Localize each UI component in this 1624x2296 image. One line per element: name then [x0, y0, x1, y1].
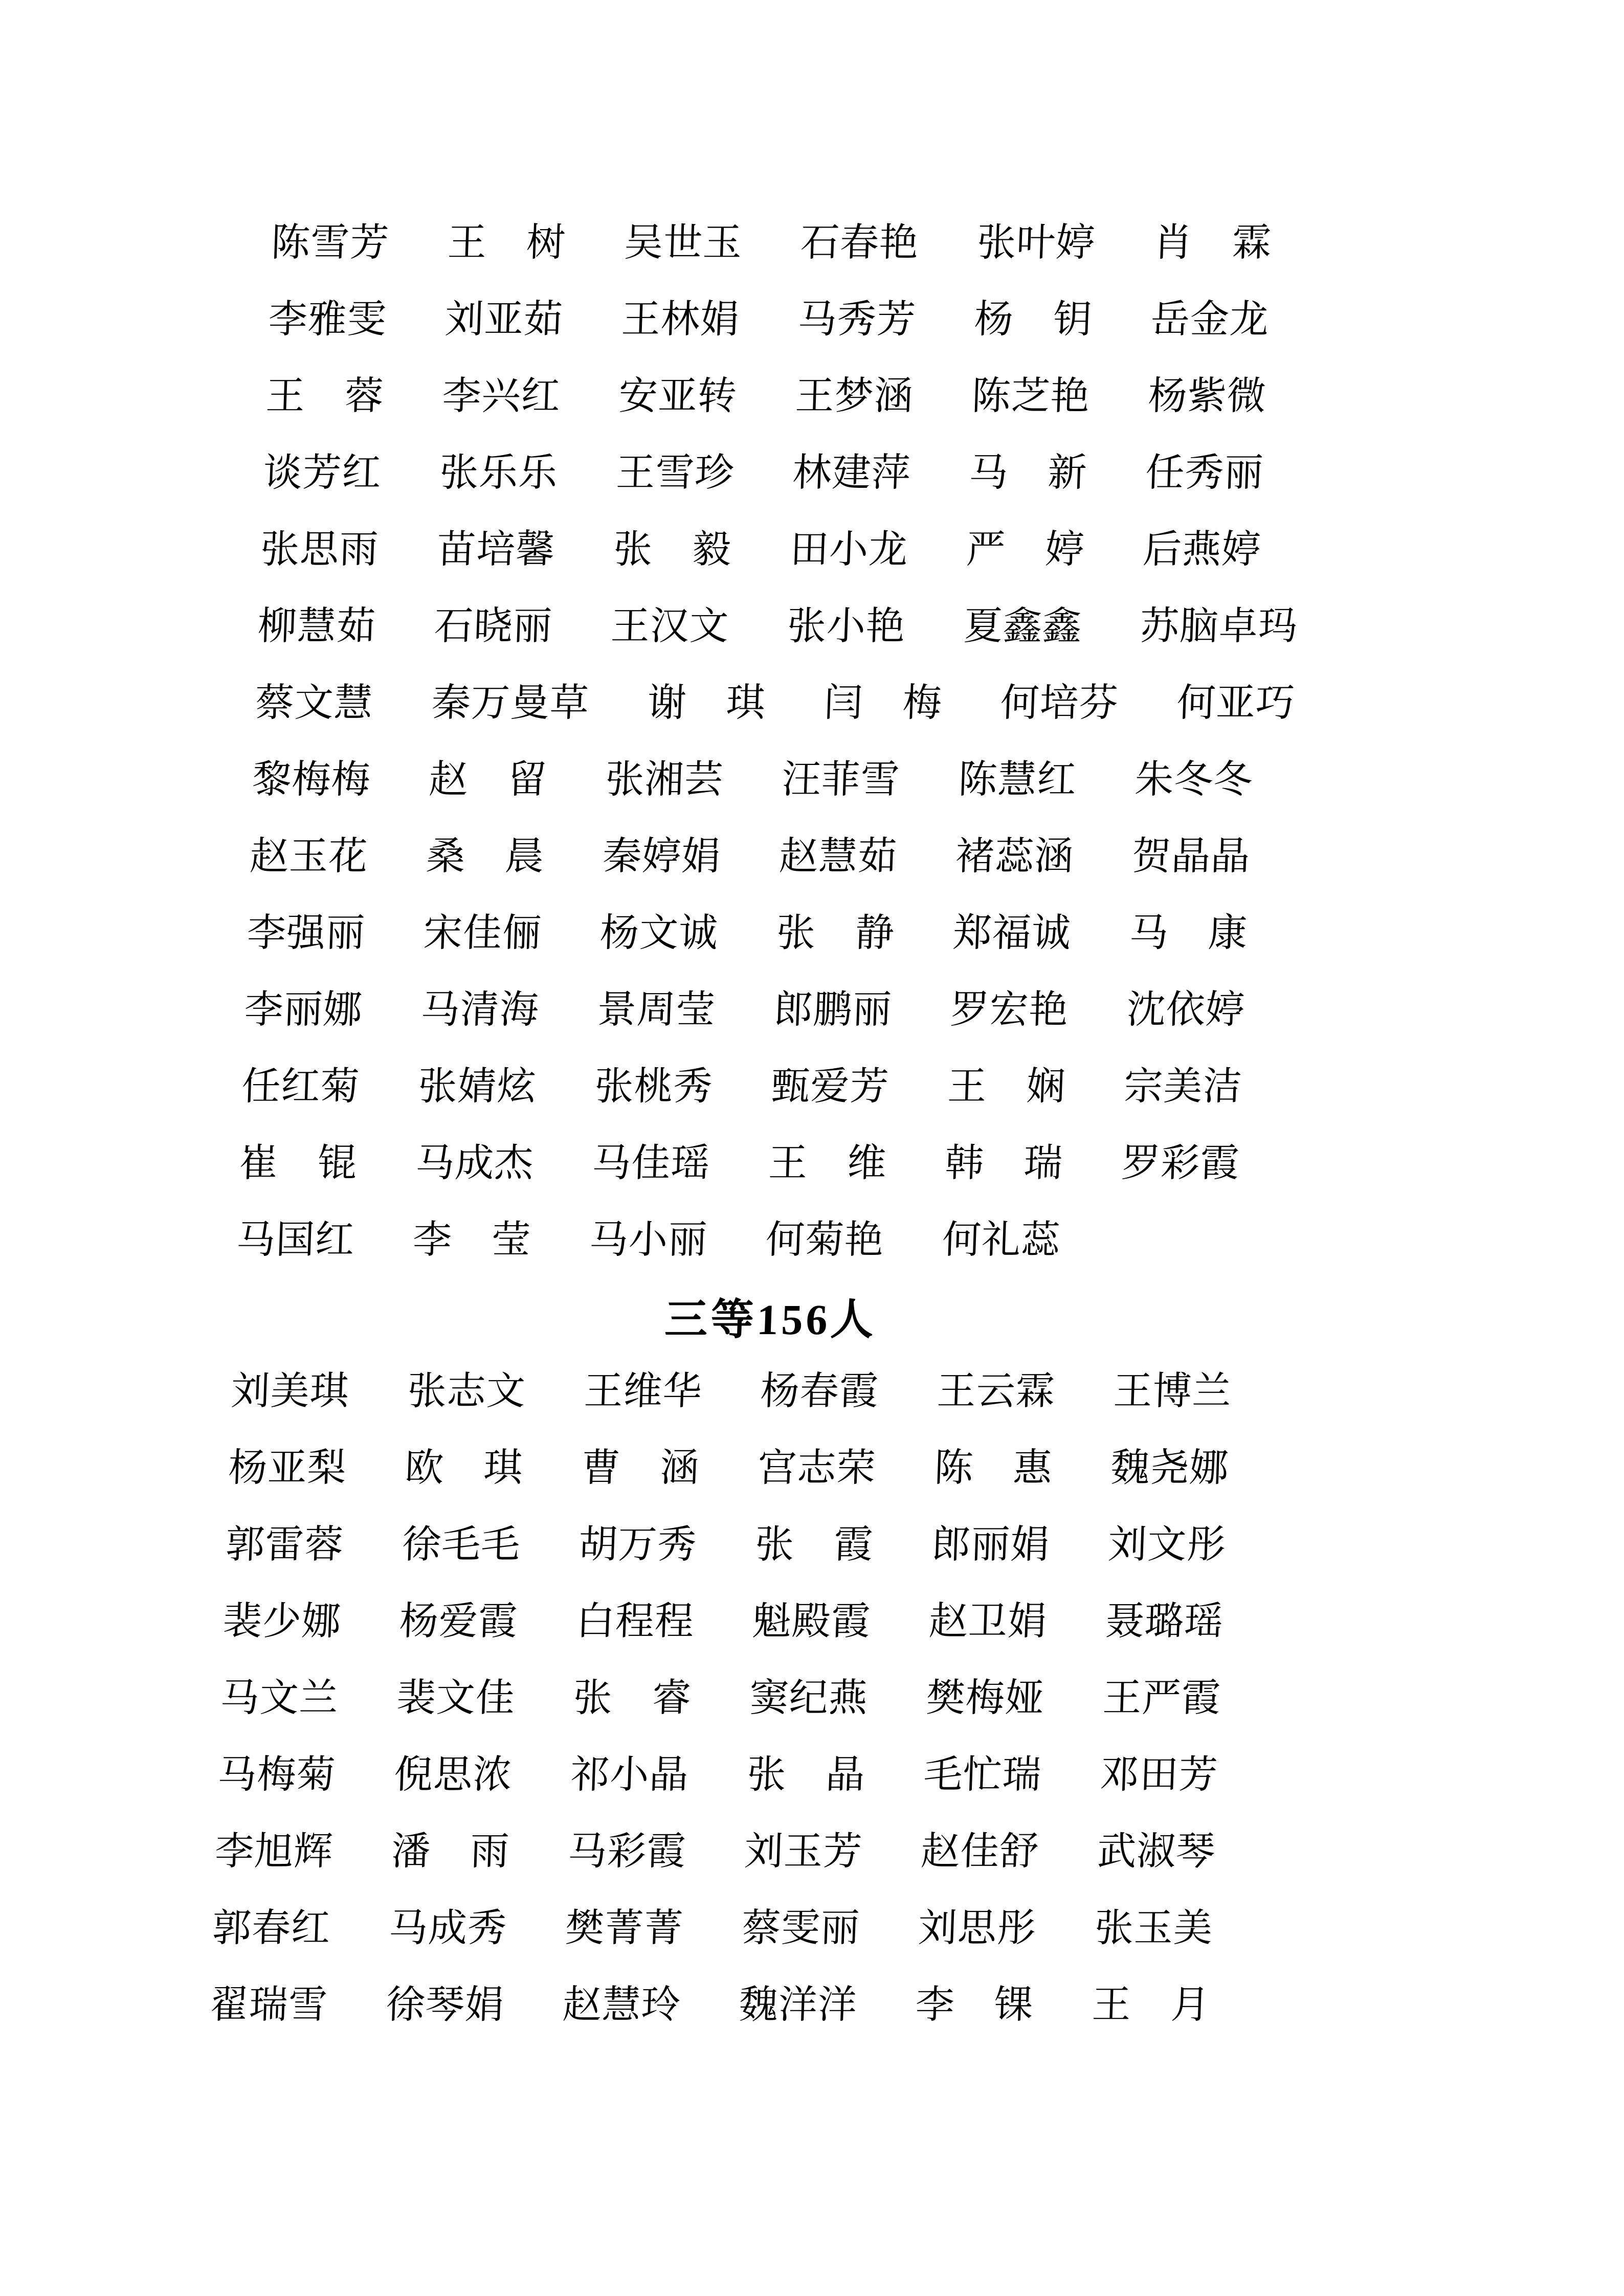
- person-name: 赵慧玲: [562, 1984, 682, 2027]
- person-name: 桑 晨: [425, 835, 545, 878]
- person-name: 王 娴: [947, 1065, 1067, 1108]
- person-name: 刘文彤: [1107, 1523, 1227, 1566]
- person-name: 闫 梅: [823, 682, 943, 725]
- person-name: 王 树: [447, 221, 567, 264]
- name-row: [221, 1583, 1477, 1660]
- person-name: 严 婷: [965, 528, 1085, 571]
- person-name: 李兴红: [441, 375, 562, 418]
- person-name: 任红菊: [241, 1065, 361, 1108]
- name-row: [230, 1353, 1485, 1430]
- name-row: [254, 665, 1509, 741]
- person-name: 张志文: [407, 1370, 527, 1413]
- person-name: 谢 琪: [647, 682, 767, 725]
- name-row: [267, 281, 1523, 358]
- person-name: 汪菲雪: [781, 758, 901, 801]
- person-name: 翟瑞雪: [209, 1984, 329, 2027]
- person-name: 何菊艳: [765, 1219, 885, 1262]
- person-name: 徐毛毛: [401, 1523, 521, 1566]
- person-name: 韩 瑞: [944, 1142, 1064, 1185]
- person-name: 贺晶晶: [1131, 835, 1251, 878]
- person-name: 石春艳: [799, 221, 920, 264]
- person-name: 李 锞: [915, 1984, 1035, 2027]
- person-name: 张 毅: [612, 528, 732, 571]
- person-name: 岳金龙: [1150, 298, 1270, 341]
- person-name: 刘亚茹: [444, 298, 564, 341]
- person-name: 罗彩霞: [1120, 1142, 1240, 1185]
- person-name: 马成秀: [388, 1907, 508, 1950]
- name-row: [216, 1737, 1472, 1813]
- person-name: 郑福诚: [952, 912, 1072, 955]
- name-row: [238, 1125, 1494, 1202]
- person-name: 王 维: [767, 1142, 887, 1185]
- person-name: 肖 霖: [1152, 221, 1273, 264]
- name-row: [270, 205, 1526, 281]
- person-name: 王维华: [583, 1370, 703, 1413]
- person-name: 武淑琴: [1096, 1830, 1216, 1873]
- person-name: 苏脑卓玛: [1139, 605, 1299, 648]
- person-name: 陈芝艳: [971, 375, 1091, 418]
- person-name: 赵慧茹: [778, 835, 898, 878]
- person-name: 王博兰: [1113, 1370, 1233, 1413]
- person-name: 毛忙瑞: [923, 1753, 1043, 1796]
- person-name: 石晓丽: [433, 605, 553, 648]
- person-name: 窦纪燕: [749, 1677, 869, 1720]
- person-name: 赵卫娟: [928, 1600, 1048, 1643]
- name-row: [235, 1202, 1490, 1278]
- person-name: 郎丽娟: [930, 1523, 1051, 1566]
- person-name: 马梅菊: [217, 1753, 337, 1796]
- person-name: 刘玉芳: [743, 1830, 863, 1873]
- person-name: 祁小晶: [570, 1753, 690, 1796]
- name-row: [211, 1890, 1466, 1967]
- name-row: [225, 1506, 1480, 1583]
- person-name: 苗培馨: [436, 528, 556, 571]
- person-name: 陈 惠: [933, 1447, 1053, 1490]
- person-name: 张桃秀: [594, 1065, 714, 1108]
- person-name: 樊梅娅: [925, 1677, 1045, 1720]
- person-name: 张小艳: [786, 605, 906, 648]
- person-name: 朱冬冬: [1134, 758, 1254, 801]
- name-row: [256, 588, 1512, 665]
- person-name: 后燕婷: [1142, 528, 1262, 571]
- person-name: 郎鹏丽: [773, 988, 893, 1031]
- person-name: 何礼蕊: [941, 1219, 1061, 1262]
- person-name: 李雅雯: [268, 298, 388, 341]
- person-name: 吴世玉: [623, 221, 743, 264]
- person-name: 张湘芸: [605, 758, 724, 801]
- person-name: 蔡文慧: [254, 682, 374, 725]
- person-name: 魏洋洋: [738, 1984, 858, 2027]
- person-name: 张思雨: [259, 528, 380, 571]
- person-name: 赵玉花: [249, 835, 369, 878]
- person-name: 王云霖: [936, 1370, 1056, 1413]
- person-name: 张婧炫: [417, 1065, 538, 1108]
- person-name: 赵 留: [428, 758, 548, 801]
- person-name: 王 蓉: [265, 375, 385, 418]
- person-name: 李强丽: [246, 912, 366, 955]
- name-row: [240, 1048, 1496, 1125]
- person-name: 杨春霞: [760, 1370, 880, 1413]
- person-name: 曹 涵: [581, 1447, 700, 1490]
- person-name: 郭雷蓉: [225, 1523, 345, 1566]
- person-name: 裴文佳: [396, 1677, 516, 1720]
- person-name: 王 月: [1091, 1984, 1211, 2027]
- person-name: 魁殿霞: [751, 1600, 872, 1643]
- name-row: [214, 1813, 1470, 1890]
- section-heading: 三等156人: [663, 1296, 878, 1344]
- person-name: 徐琴娟: [385, 1984, 505, 2027]
- person-name: 张 霞: [754, 1523, 874, 1566]
- person-name: 任秀丽: [1144, 452, 1264, 494]
- person-name: 沈依婷: [1126, 988, 1246, 1031]
- person-name: 陈慧红: [958, 758, 1077, 801]
- person-name: 刘美琪: [230, 1370, 350, 1413]
- person-name: 刘思彤: [917, 1907, 1037, 1950]
- person-name: 蔡雯丽: [741, 1907, 861, 1950]
- person-name: 樊菁菁: [564, 1907, 684, 1950]
- person-name: 王梦涵: [794, 375, 915, 418]
- person-name: 赵佳舒: [920, 1830, 1040, 1873]
- person-name: 王严霞: [1102, 1677, 1222, 1720]
- award-list-section-upper: [235, 205, 1525, 1278]
- person-name: 何亚巧: [1176, 682, 1296, 725]
- person-name: 张 静: [775, 912, 896, 955]
- person-name: 李旭辉: [214, 1830, 334, 1873]
- person-name: 聂璐瑶: [1104, 1600, 1225, 1643]
- person-name: 林建萍: [791, 452, 911, 494]
- person-name: 杨爱霞: [398, 1600, 519, 1643]
- person-name: 马成杰: [414, 1142, 535, 1185]
- name-row: [249, 818, 1504, 895]
- name-row: [243, 972, 1499, 1048]
- person-name: 马 新: [968, 452, 1088, 494]
- name-row: [264, 358, 1520, 435]
- person-name: 柳慧茹: [257, 605, 377, 648]
- name-row: [219, 1660, 1475, 1737]
- person-name: 宋佳俪: [422, 912, 543, 955]
- person-name: 王林娟: [620, 298, 741, 341]
- person-name: 田小龙: [789, 528, 909, 571]
- name-row: [227, 1430, 1483, 1506]
- person-name: 李 莹: [412, 1219, 532, 1262]
- person-name: 张 晶: [746, 1753, 866, 1796]
- person-name: 谈芳红: [262, 452, 382, 494]
- person-name: 倪思浓: [393, 1753, 514, 1796]
- person-name: 陈雪芳: [270, 221, 390, 264]
- person-name: 马佳瑶: [591, 1142, 711, 1185]
- name-row: [246, 895, 1501, 972]
- person-name: 马彩霞: [567, 1830, 687, 1873]
- person-name: 景周莹: [596, 988, 717, 1031]
- person-name: 马 康: [1128, 912, 1249, 955]
- person-name: 罗宏艳: [949, 988, 1070, 1031]
- person-name: 杨文诚: [599, 912, 719, 955]
- person-name: 宫志荣: [757, 1447, 877, 1490]
- person-name: 王汉文: [610, 605, 730, 648]
- person-name: 王雪珍: [615, 452, 735, 494]
- person-name: 张玉美: [1094, 1907, 1214, 1950]
- person-name: 魏尧娜: [1110, 1447, 1230, 1490]
- person-name: 杨 钥: [973, 298, 1094, 341]
- person-name: 夏鑫鑫: [963, 605, 1083, 648]
- person-name: 胡万秀: [577, 1523, 698, 1566]
- person-name: 李丽娜: [243, 988, 364, 1031]
- person-name: 杨亚梨: [228, 1447, 347, 1490]
- name-row: [262, 435, 1518, 511]
- name-row: [251, 741, 1507, 818]
- name-row: [208, 1967, 1464, 2043]
- name-row: [259, 511, 1515, 588]
- person-name: 白程程: [575, 1600, 695, 1643]
- person-name: 马秀芳: [797, 298, 917, 341]
- person-name: 秦万曼草: [431, 682, 590, 725]
- person-name: 张乐乐: [438, 452, 559, 494]
- page-content: [208, 205, 1526, 2043]
- person-name: 宗美洁: [1123, 1065, 1243, 1108]
- person-name: 马小丽: [588, 1219, 708, 1262]
- person-name: 马清海: [420, 988, 540, 1031]
- person-name: 马文兰: [219, 1677, 340, 1720]
- person-name: 张 睿: [572, 1677, 693, 1720]
- award-list-section-third-class: [208, 1353, 1485, 2043]
- person-name: 褚蕊涵: [954, 835, 1075, 878]
- person-name: 马国红: [235, 1219, 355, 1262]
- person-name: 邓田芳: [1099, 1753, 1219, 1796]
- person-name: 崔 锟: [238, 1142, 358, 1185]
- person-name: 裴少娜: [222, 1600, 342, 1643]
- person-name: 张叶婷: [976, 221, 1096, 264]
- person-name: 潘 雨: [390, 1830, 510, 1873]
- person-name: 甄爱芳: [770, 1065, 891, 1108]
- person-name: 秦婷娟: [602, 835, 722, 878]
- person-name: 郭春红: [211, 1907, 331, 1950]
- person-name: 安亚转: [618, 375, 738, 418]
- person-name: 杨紫微: [1147, 375, 1267, 418]
- person-name: 何培芬: [999, 682, 1120, 725]
- person-name: 欧 琪: [404, 1447, 524, 1490]
- person-name: 黎梅梅: [252, 758, 371, 801]
